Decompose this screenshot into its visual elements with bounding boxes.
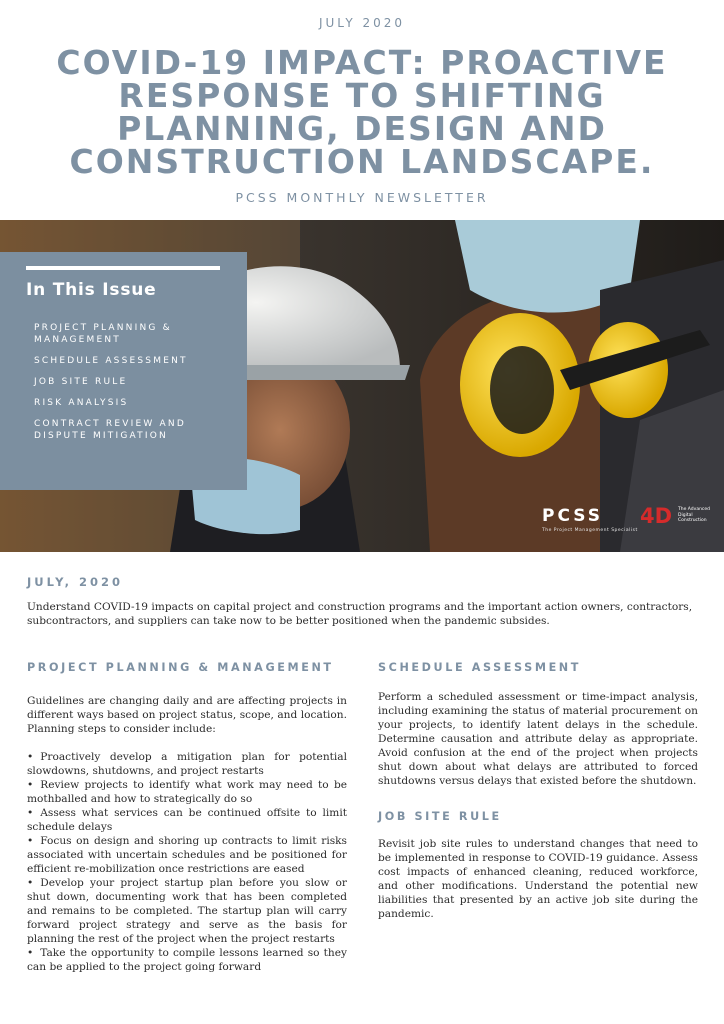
logo-tagline: The Advanced Digital Construction (678, 507, 711, 523)
panel-accent-bar (26, 266, 220, 270)
jobsite-heading: JOB SITE RULE (378, 810, 502, 823)
planning-intro: Guidelines are changing daily and are affecting projects in different ways based on project status, scope, and location. Planning steps to consider include: (27, 695, 347, 735)
issue-item-jobsite[interactable]: JOB SITE RULE (34, 377, 128, 387)
schedule-text: Perform a scheduled assessment or time-impact analysis, including examining the status of material procurement on your projects, to identify latent delays in the schedule. Determine causation and attribute delay as appropriate. Avoid confusion at the end of the project when projects shut down about what delays are attributed to forced shutdowns versus delays that existed before the shutdown. (378, 691, 698, 787)
planning-heading: PROJECT PLANNING & MANAGEMENT (27, 661, 334, 674)
logo-pcss-text: PCSS (542, 506, 603, 526)
planning-bullet: • Focus on design and shoring up contracts to limit risks associated with uncertain schedules and be positioned for efficient re-mobilization once restrictions are eased (27, 834, 347, 876)
issue-item-contract[interactable]: CONTRACT REVIEW AND DISPUTE MITIGATION (34, 419, 186, 441)
pcss-4d-logo (542, 506, 714, 538)
schedule-heading: SCHEDULE ASSESSMENT (378, 661, 582, 674)
in-this-issue-heading: In This Issue (26, 280, 157, 300)
newsletter-subtitle: PCSS MONTHLY NEWSLETTER (235, 190, 489, 205)
intro-paragraph: Understand COVID-19 impacts on capital project and construction programs and the important action owners, contractors, subcontractors, and suppliers can take now to be better positioned when the pandemic subsides. (27, 601, 693, 627)
planning-bullet: • Take the opportunity to compile lessons learned so they can be applied to the project going forward (27, 946, 347, 974)
newsletter-title: COVID-19 IMPACT: PROACTIVE RESPONSE TO SHIFTING PLANNING, DESIGN AND CONSTRUCTION LANDSCAPE. (56, 43, 668, 181)
planning-bullet: • Proactively develop a mitigation plan for potential slowdowns, shutdowns, and project restarts (27, 750, 347, 778)
planning-bullet: • Develop your project startup plan before you slow or shut down, documenting work that has been completed and remains to be completed. The startup plan will carry forward project strategy and serve as the basis for planning the rest of the project when the project restarts (27, 876, 347, 946)
in-this-issue-list (34, 322, 239, 451)
jobsite-text: Revisit job site rules to understand changes that need to be implemented in response to COVID-19 guidance. Assess cost impacts of enhanced cleaning, reduced workforce, and other modifications. Understand the potential new liabilities that presented by an active job site during the pandemic. (378, 838, 698, 920)
planning-bullets (27, 750, 347, 974)
logo-subtext: The Project Management Specialist (542, 528, 638, 533)
planning-section (27, 694, 347, 974)
logo-4d-text: 4D (640, 504, 673, 528)
planning-bullet: • Review projects to identify what work may need to be mothballed and how to strategically do so (27, 778, 347, 806)
issue-item-risk[interactable]: RISK ANALYSIS (34, 398, 129, 408)
newsletter-date: JULY 2020 (318, 16, 406, 30)
body-date: JULY, 2020 (27, 575, 123, 589)
planning-bullet: • Assess what services can be continued offsite to limit schedule delays (27, 806, 347, 834)
in-this-issue-panel (0, 252, 247, 490)
issue-item-planning[interactable]: PROJECT PLANNING & MANAGEMENT (34, 323, 172, 345)
issue-item-schedule[interactable]: SCHEDULE ASSESSMENT (34, 356, 188, 366)
